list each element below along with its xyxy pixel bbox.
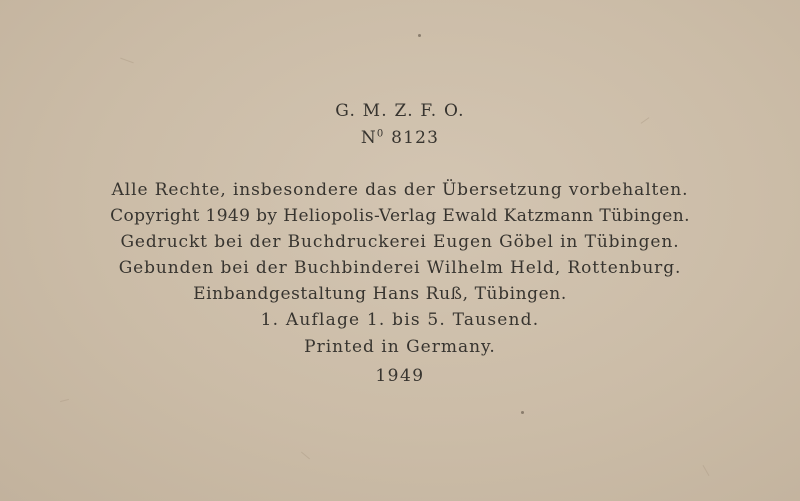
year-line: 1949 xyxy=(375,366,425,386)
copyright-line: Copyright 1949 by Heliopolis-Verlag Ewald Katzmann Tübingen. xyxy=(110,206,690,226)
binder-line: Gebunden bei der Buchbinderei Wilhelm Held, Rottenburg. xyxy=(118,258,682,278)
number-value: 8123 xyxy=(391,128,440,148)
rights-line: Alle Rechte, insbesondere das der Übersetzung vorbehalten. xyxy=(111,180,689,200)
cover-design-line: Einbandgestaltung Hans Ruß, Tübingen. xyxy=(193,284,567,304)
number-prefix: N xyxy=(360,128,377,148)
edition-line: 1. Auflage 1. bis 5. Tausend. xyxy=(260,310,540,330)
series-abbreviation: G. M. Z. F. O. xyxy=(335,101,465,121)
printed-in-line: Printed in Germany. xyxy=(304,337,496,357)
paper-speck xyxy=(418,34,421,37)
paper-speck xyxy=(521,411,524,414)
printer-line: Gedruckt bei der Buchdruckerei Eugen Göbel in Tübingen. xyxy=(120,232,680,252)
edition-number xyxy=(0,128,800,148)
number-prefix-superscript: 0 xyxy=(376,128,385,140)
